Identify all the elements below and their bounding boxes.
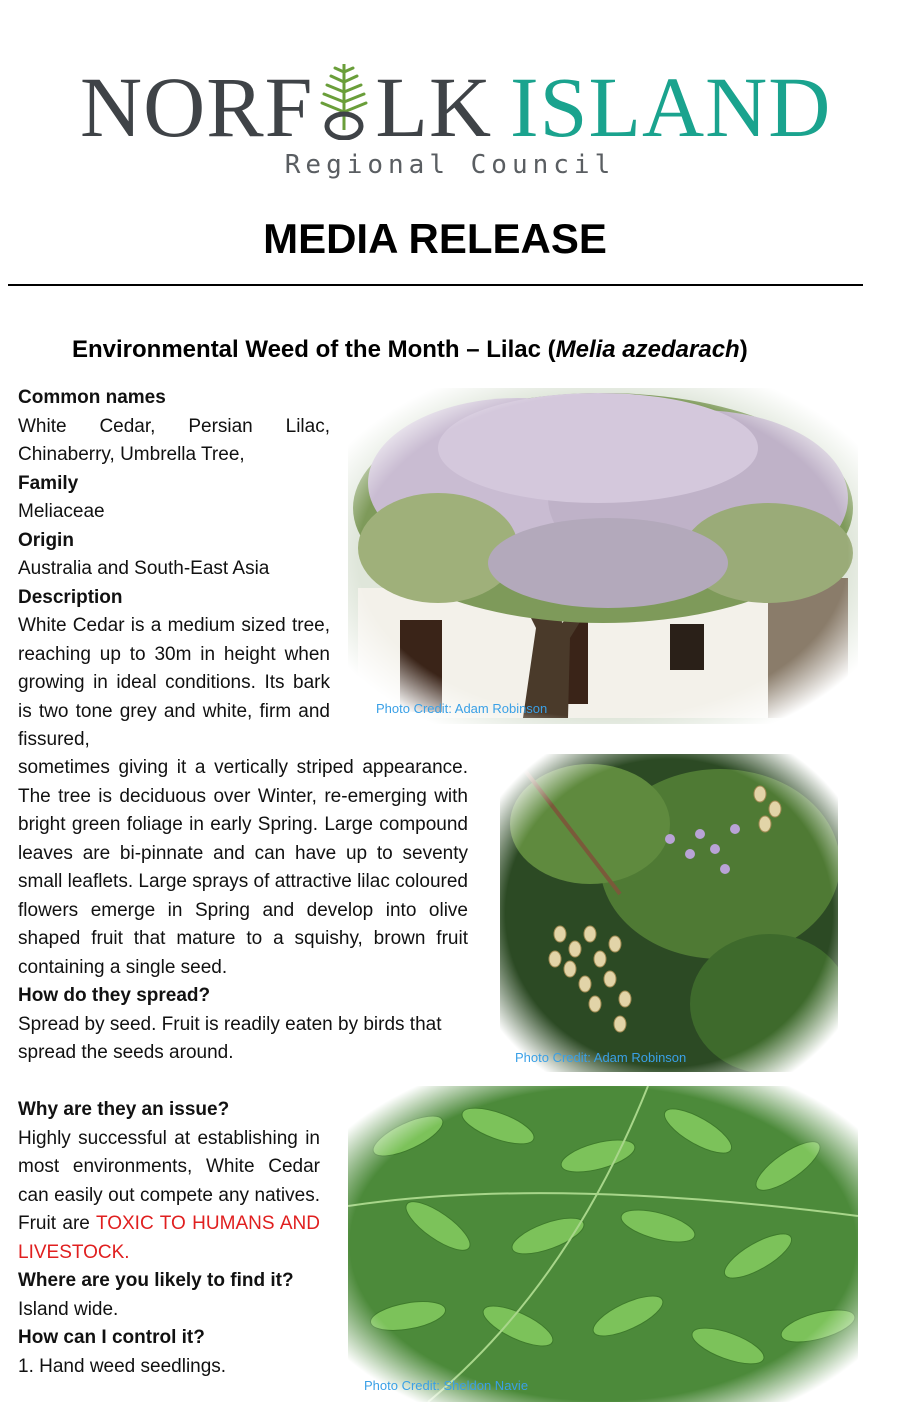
photo-lilac-leaves: [348, 1086, 858, 1402]
council-logo: [80, 59, 840, 155]
photo-credit-3: Photo Credit: Sheldon Navie: [364, 1378, 529, 1393]
page-title: MEDIA RELEASE: [263, 215, 607, 262]
headline-scientific-name: Melia azedarach: [555, 336, 740, 363]
headline-suffix: ): [739, 336, 748, 363]
title-divider: [8, 284, 863, 286]
section-heading-origin: Origin: [18, 529, 74, 551]
text-column-middle: [18, 754, 468, 1068]
section-heading-issue: Why are they an issue?: [18, 1099, 230, 1120]
logo-text-island: ISLAND: [510, 59, 832, 155]
logo-subtitle: Regional Council: [284, 150, 616, 180]
section-heading-common-names: Common names: [18, 387, 166, 408]
photo-credit-2: Photo Credit: Adam Robinson: [515, 1050, 687, 1065]
spread-text: Spread by seed. Fruit is readily eaten by birds that spread the seeds around.: [18, 1013, 442, 1063]
description-text-part2: sometimes giving it a vertically striped appearance. The tree is deciduous over Winter, re-emerging with bright green foliage in early Spring. Large compound leaves are bi-pinnate and can have up to seventy small leaflets. Large sprays of attractive lilac coloured flowers emerge in Spring and develop into olive shaped fruit that mature to a squishy, brown fruit containing a single seed.: [18, 757, 468, 978]
norfolk-pine-icon: [315, 60, 373, 140]
common-names-text: White Cedar, Persian Lilac, Chinaberry, Umbrella Tree,: [18, 415, 330, 465]
photo-credit-1: Photo Credit: Adam Robinson: [376, 701, 548, 716]
text-column-bottom: [18, 1096, 320, 1381]
logo-text-lk: LK: [375, 59, 493, 155]
section-heading-family: Family: [18, 472, 79, 494]
logo-text-norf: NORF: [80, 59, 314, 155]
headline-prefix: Environmental Weed of the Month – Lilac (: [72, 336, 556, 363]
control-text: 1. Hand weed seedlings.: [18, 1355, 227, 1377]
issue-text: [18, 1125, 320, 1268]
photo-lilac-fruit: [500, 754, 838, 1072]
lilac-tree-image: [348, 388, 858, 724]
logo-text-norfolk: [80, 59, 492, 155]
lilac-leaves-image: [348, 1086, 858, 1402]
section-heading-spread: How do they spread?: [18, 985, 211, 1006]
text-column-top: [18, 384, 330, 755]
section-heading-control: How can I control it?: [18, 1327, 205, 1348]
find-text: Island wide.: [18, 1298, 119, 1320]
article-headline: [72, 336, 748, 364]
section-heading-find: Where are you likely to find it?: [18, 1270, 294, 1291]
lilac-fruit-image: [500, 754, 838, 1072]
family-text: Meliaceae: [18, 501, 105, 522]
issue-body: Highly successful at establishing in most environments, White Cedar can easily out compete any natives. Fruit are: [18, 1127, 320, 1234]
origin-text: Australia and South-East Asia: [18, 558, 270, 579]
photo-lilac-tree: [348, 388, 858, 724]
toxic-warning: TOXIC TO HUMANS AND LIVESTOCK.: [18, 1213, 320, 1263]
section-heading-description: Description: [18, 586, 123, 608]
description-text-part1: White Cedar is a medium sized tree, reaching up to 30m in height when growing in ideal conditions. Its bark is two tone grey and white, firm and fissured,: [18, 615, 330, 750]
